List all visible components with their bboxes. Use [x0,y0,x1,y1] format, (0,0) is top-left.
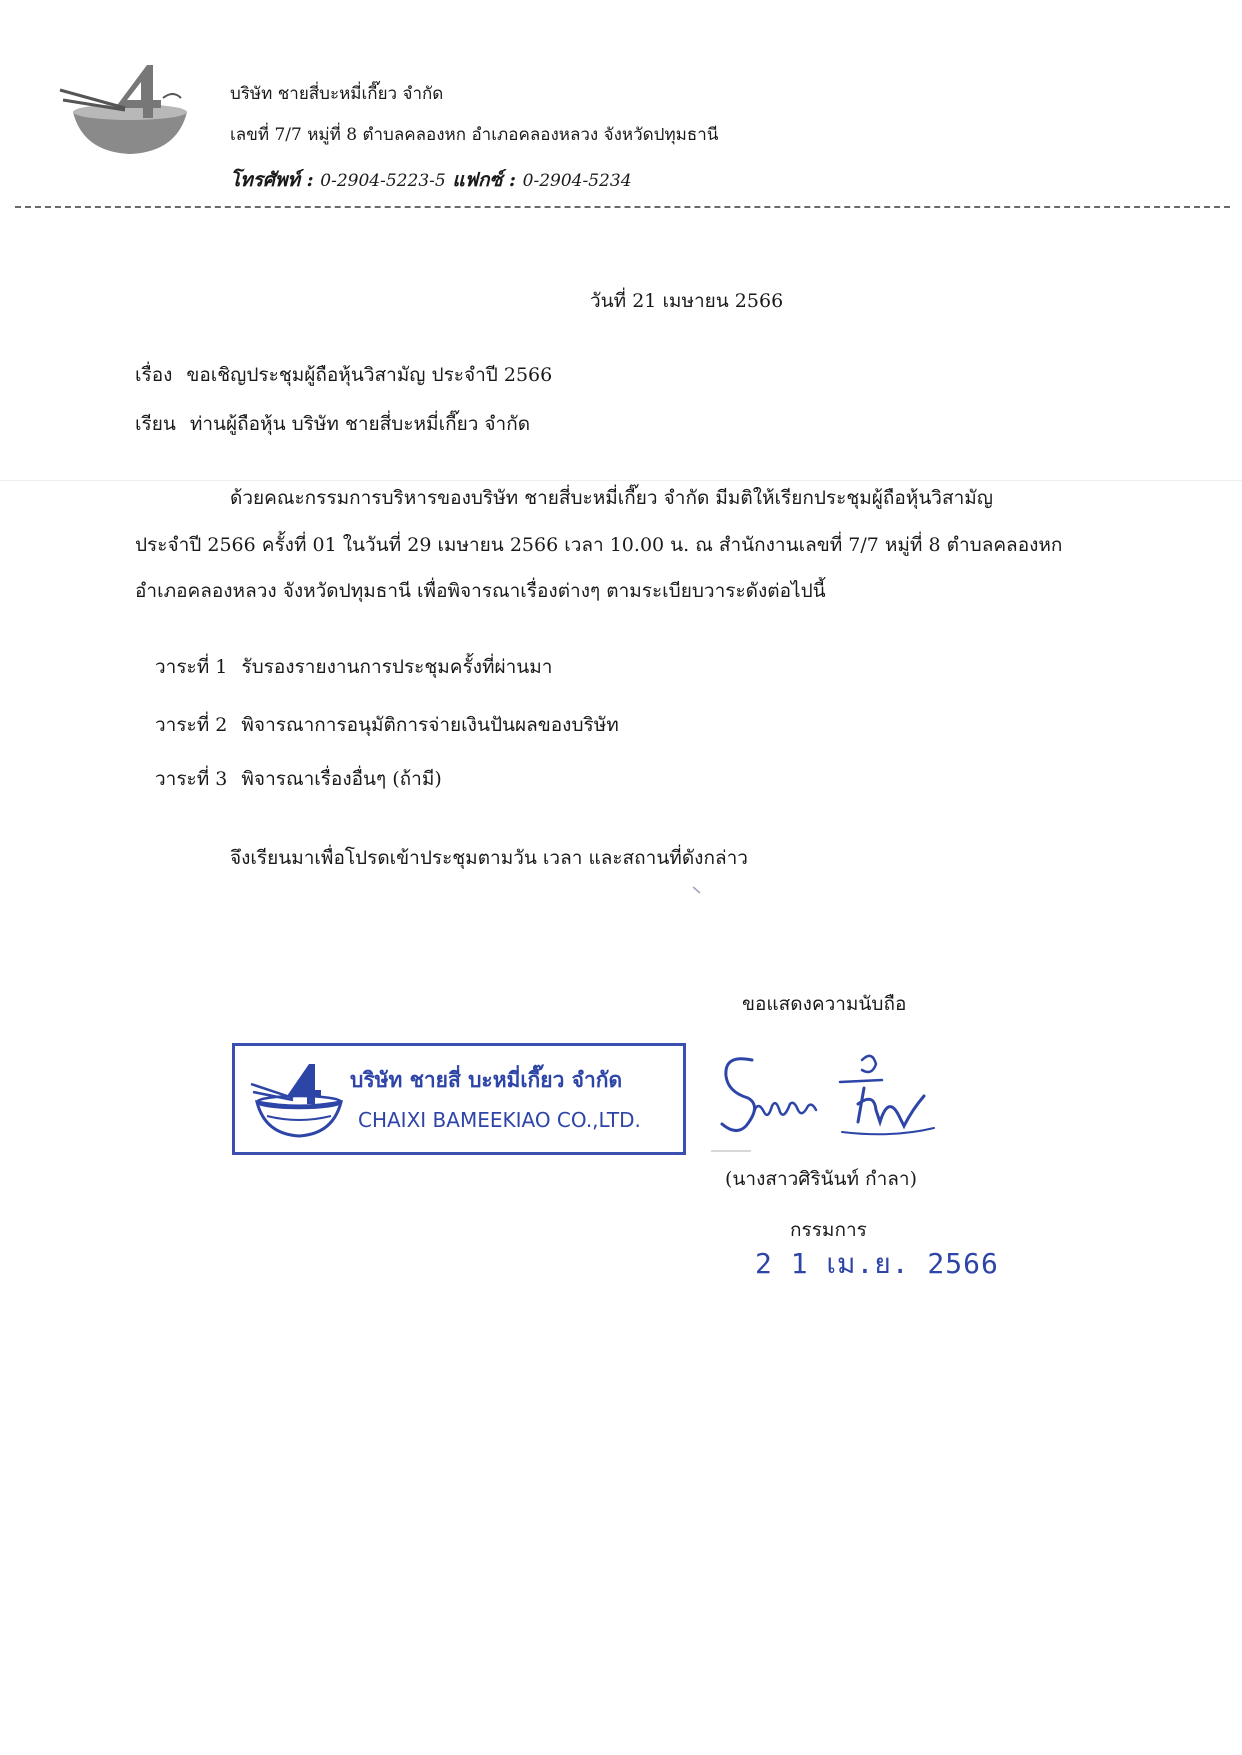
agenda-label: วาระที่ 1 [155,656,228,678]
body-line: อำเภอคลองหลวง จังหวัดปทุมธานี เพื่อพิจารณาเรื่องต่างๆ ตามระเบียบวาระดังต่อไปนี้ [135,580,826,602]
agenda-label: วาระที่ 3 [155,768,228,790]
regards-line: ขอแสดงความนับถือ [742,993,907,1015]
subject-text: ขอเชิญประชุมผู้ถือหุ้นวิสามัญ ประจำปี 2566 [186,364,553,386]
agenda-text: พิจารณาการอนุมัติการจ่ายเงินปันผลของบริษัท [241,714,619,736]
stamp-company-english: CHAIXI BAMEEKIAO CO.,LTD. [358,1108,641,1132]
agenda-item [155,652,552,682]
signer-title: กรรมการ [790,1219,867,1241]
recipient-line [135,409,530,439]
subject-label: เรื่อง [135,364,173,386]
company-logo [55,60,205,160]
stamp-logo [249,1060,349,1140]
recipient-text: ท่านผู้ถือหุ้น บริษัท ชายสี่บะหมี่เกี๊ยว จำกัด [189,413,531,435]
agenda-item [155,710,619,740]
letter-date: วันที่ 21 เมษายน 2566 [590,290,784,312]
scan-speck [692,886,702,894]
fax-number: 0-2904-5234 [522,171,632,191]
scan-line [0,480,1242,481]
company-address: เลขที่ 7/7 หมู่ที่ 8 ตำบลคลองหก อำเภอคลองหลวง จังหวัดปทุมธานี [230,125,719,145]
phone-number: 0-2904-5223-5 [320,171,446,191]
agenda-text: พิจารณาเรื่องอื่นๆ (ถ้ามี) [241,768,442,790]
closing-line: จึงเรียนมาเพื่อโปรดเข้าประชุมตามวัน เวลา และสถานที่ดังกล่าว [230,847,748,869]
scan-smudge [711,1150,751,1152]
stamp-company-thai: บริษัท ชายสี่ บะหมี่เกี๊ยว จำกัด [350,1068,623,1092]
signer-name: (นางสาวศิรินันท์ กำลา) [725,1168,917,1190]
signature [712,1040,952,1150]
letterhead-divider [15,206,1230,208]
phone-label: โทรศัพท์ : [230,169,321,191]
agenda-label: วาระที่ 2 [155,714,228,736]
company-contact [230,165,632,195]
agenda-item [155,764,442,794]
body-line: ด้วยคณะกรรมการบริหารของบริษัท ชายสี่บะหมี่เกี๊ยว จำกัด มีมติให้เรียกประชุมผู้ถือหุ้นวิสามัญ [230,487,993,509]
recipient-label: เรียน [135,413,176,435]
received-date-stamp: 2 1 เม.ย. 2566 [755,1247,999,1280]
body-line: ประจำปี 2566 ครั้งที่ 01 ในวันที่ 29 เมษายน 2566 เวลา 10.00 น. ณ สำนักงานเลขที่ 7/7 หมู่ที่ 8 ตำบลคลองหก [135,534,1063,556]
subject-line [135,360,552,390]
company-name: บริษัท ชายสี่บะหมี่เกี๊ยว จำกัด [230,84,444,104]
agenda-text: รับรองรายงานการประชุมครั้งที่ผ่านมา [241,656,553,678]
fax-label: แฟกซ์ : [445,169,523,191]
company-stamp [232,1043,686,1155]
